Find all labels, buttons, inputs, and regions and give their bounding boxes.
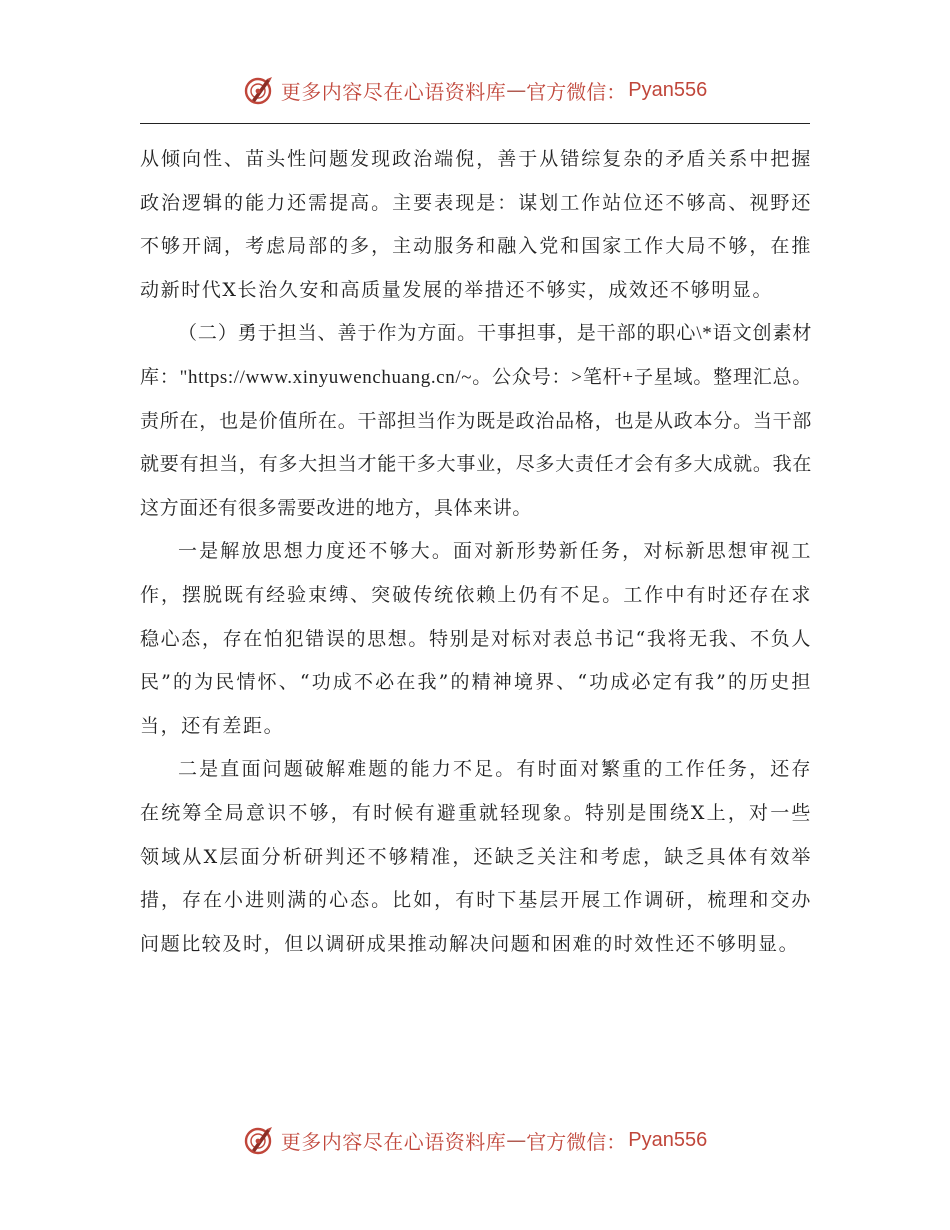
banner-wechat-id: Pyan556 — [628, 1128, 708, 1151]
paragraph-point-two: 二是直面问题破解难题的能力不足。有时面对繁重的工作任务，还存在统筹全局意识不够，有时候有避重就轻现象。特别是围绕X上，对一些领域从X层面分析研判还不够精准，还缺乏关注和考虑，缺乏具体有效举措，存在小进则满的心态。比如，有时下基层开展工作调研，梳理和交办问题比较及时，但以调研成果推动解决问题和困难的时效性还不够明显。 — [140, 758, 812, 955]
header-divider — [140, 123, 810, 124]
banner-wechat-label: 官方微信： — [526, 1129, 627, 1154]
paragraph-point-one: 一是解放思想力度还不够大。面对新形势新任务，对标新思想审视工作，摆脱既有经验束缚、突破传统依赖上仍有不足。工作中有时还存在求稳心态，存在怕犯错误的思想。特别是对标对表总书记“我将无我、不负人民”的为民情怀、“功成不必在我”的精神境界、“功成必定有我”的历史担当，还有差距。 — [140, 540, 812, 737]
pen-seal-icon — [243, 74, 275, 106]
banner-separator: — — [506, 78, 527, 102]
banner-wechat-id: Pyan556 — [628, 78, 708, 101]
banner-separator: — — [506, 1128, 527, 1152]
pen-seal-icon — [243, 1124, 275, 1156]
banner-brand-text: 更多内容尽在心语资料库 — [280, 1129, 507, 1154]
banner-wechat-label: 官方微信： — [526, 79, 627, 104]
banner-brand-text: 更多内容尽在心语资料库 — [280, 79, 507, 104]
header-banner — [0, 70, 950, 110]
paragraph-section-two: （二）勇于担当、善于作为方面。干事担事，是干部的职心\*语文创素材库："https://www.xinyuwenchuang.cn/~。公众号：>笔杆+子星域。整理汇总。责所在，也是价值所在。干部担当作为既是政治品格，也是从政本分。当干部就要有担当，有多大担当才能干多大事业，尽多大责任才会有多大成就。我在这方面还有很多需要改进的地方，具体来讲。 — [140, 323, 812, 519]
footer-banner — [0, 1120, 950, 1160]
document-body — [140, 138, 812, 966]
paragraph-continuation: 从倾向性、苗头性问题发现政治端倪，善于从错综复杂的矛盾关系中把握政治逻辑的能力还需提高。主要表现是：谋划工作站位还不够高、视野还不够开阔，考虑局部的多，主动服务和融入党和国家工作大局不够，在推动新时代X长治久安和高质量发展的举措还不够实，成效还不够明显。 — [140, 148, 812, 301]
